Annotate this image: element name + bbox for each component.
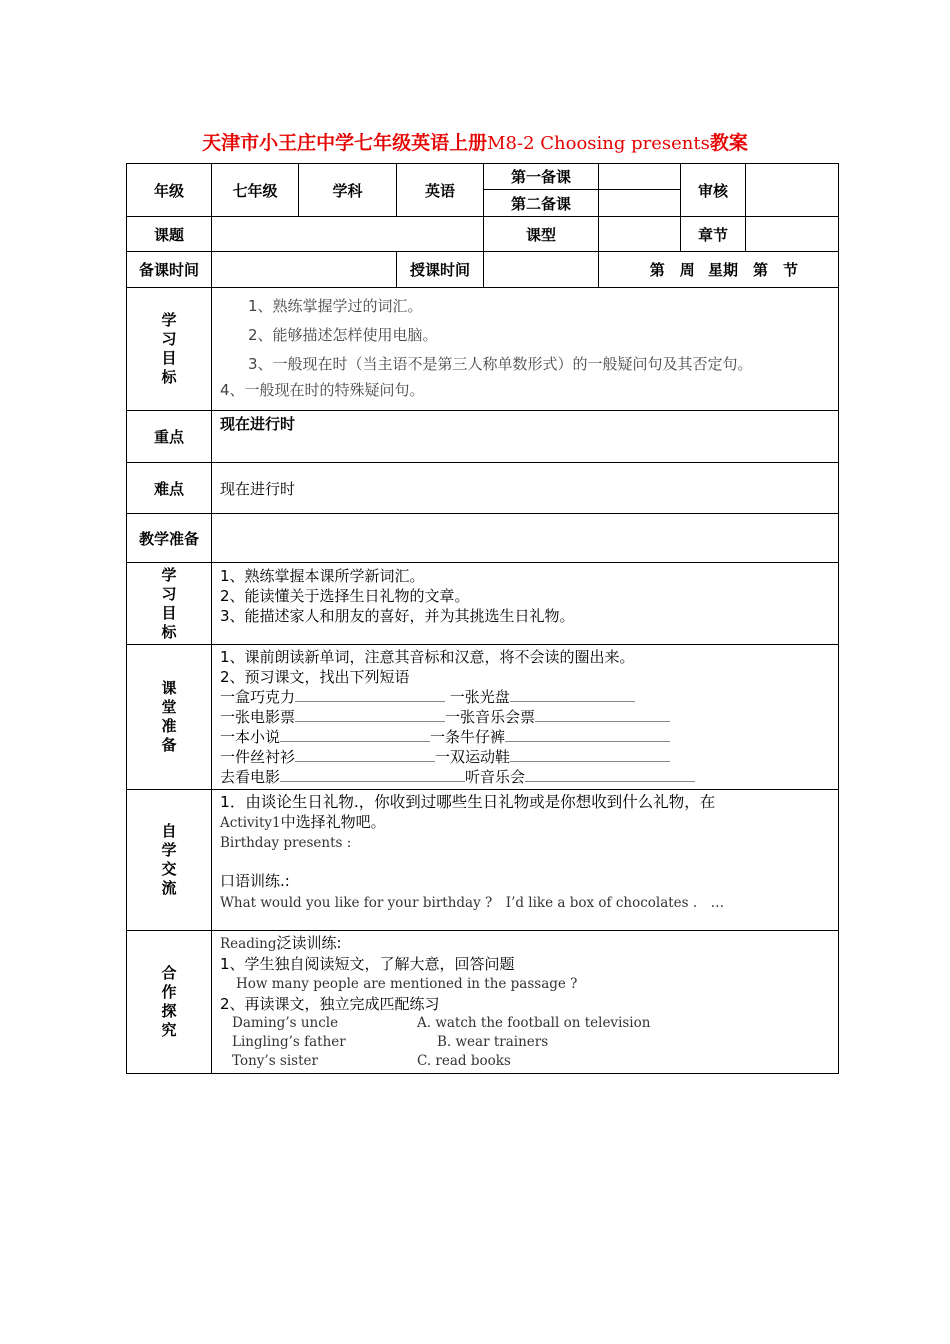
- phrase: 一张光盘: [449, 688, 510, 706]
- phrase: 一条牛仔裤: [430, 728, 506, 746]
- objective-item: 3、一般现在时（当主语不是第三人称单数形式）的一般疑问句及其否定句。: [248, 355, 753, 373]
- schedule: 第 周 星期 第 节: [599, 252, 839, 288]
- prep-instruction: 2、预习课文，找出下列短语: [220, 668, 410, 686]
- phrase: 一盒巧克力: [220, 688, 296, 706]
- match-activity: B. wear trainers: [437, 1034, 549, 1050]
- label-char: 标: [161, 622, 177, 641]
- lesson-plan-table: [126, 163, 839, 1074]
- objective-item: 1、熟练掌握本课所学新词汇。: [220, 567, 425, 585]
- cooperation-content: [212, 931, 839, 1074]
- coop-line: How many people are mentioned in the passage ?: [236, 976, 578, 992]
- prep-instruction: 1、课前朗读新单词，注意其音标和汉意，将不会读的圈出来。: [220, 648, 635, 666]
- label-char: 堂: [161, 698, 177, 716]
- phrase: 一张电影票: [220, 708, 296, 726]
- coop-line: 2、再读课文，独立完成匹配练习: [220, 995, 440, 1013]
- grade-label: 年级: [127, 164, 212, 217]
- study-text: 中选择礼物吧。: [280, 813, 386, 831]
- difficulty-label: 难点: [127, 463, 212, 514]
- objective-item: 3、能描述家人和朋友的喜好，并为其挑选生日礼物。: [220, 607, 575, 625]
- title-prefix: 天津市小王庄中学七年级英语上册: [202, 132, 488, 154]
- preparation-value: [212, 514, 839, 563]
- label-char: 学: [161, 311, 177, 329]
- label-char: 流: [161, 879, 177, 897]
- document-title: [0, 128, 950, 155]
- match-person: Daming’s uncle: [232, 1015, 339, 1031]
- phrase: 去看电影: [220, 768, 281, 786]
- coop-line: [220, 933, 830, 954]
- phrase: 一件丝衬衫: [220, 748, 296, 766]
- type-value: [599, 217, 681, 252]
- label-char: 探: [161, 1002, 177, 1020]
- study-line: 1．由谈论生日礼物.，你收到过哪些生日礼物或是你想收到什么礼物，在: [220, 793, 716, 811]
- phrase: 一张音乐会票: [445, 708, 536, 726]
- objective-item: 4、一般现在时的特殊疑问句。: [220, 381, 425, 399]
- prep2-value: [599, 190, 681, 217]
- chapter-label: 章节: [681, 217, 746, 252]
- self-study-content: [212, 790, 839, 931]
- label-char: 目: [161, 603, 177, 622]
- title-suffix: 教案: [709, 132, 748, 154]
- phrase: 听音乐会: [465, 768, 526, 786]
- objectives-top-label: [127, 288, 212, 411]
- label-char: 标: [161, 368, 177, 386]
- phrase-row: [220, 687, 830, 707]
- label-char: 究: [161, 1021, 177, 1039]
- cooperation-label: [127, 931, 212, 1074]
- grade-value: 七年级: [212, 164, 299, 217]
- label-char: 学: [161, 841, 177, 859]
- label-char: 习: [161, 330, 177, 348]
- prep1-value: [599, 164, 681, 190]
- label-char: 课: [161, 679, 177, 697]
- match-row: [220, 1052, 830, 1071]
- study-line: 口语训练.:: [220, 872, 290, 890]
- class-prep-label: [127, 645, 212, 790]
- self-study-label: [127, 790, 212, 931]
- phrase: 一本小说: [220, 728, 281, 746]
- prep1-label: 第一备课: [484, 164, 599, 190]
- chapter-value: [746, 217, 839, 252]
- review-label: 审核: [681, 164, 746, 217]
- match-activity: C. read books: [417, 1053, 511, 1069]
- subject-value: 英语: [397, 164, 484, 217]
- label-char: 作: [161, 983, 177, 1001]
- phrase-row: [220, 747, 830, 767]
- objective-item: 2、能够描述怎样使用电脑。: [248, 326, 438, 344]
- label-char: 合: [161, 964, 177, 982]
- match-person: Tony’s sister: [232, 1053, 318, 1069]
- teach-time-value: [484, 252, 599, 288]
- title-code: M8-2 Choosing presents: [487, 133, 710, 154]
- reading-en: Reading: [220, 936, 277, 952]
- study-line: What would you like for your birthday ? I’d like a box of chocolates . …: [220, 895, 725, 911]
- study-line: [220, 812, 830, 833]
- label-char: 备: [161, 736, 177, 754]
- activity-ref: Activity1: [220, 815, 281, 831]
- objectives-top-content: [212, 288, 839, 411]
- type-label: 课型: [484, 217, 599, 252]
- prep2-label: 第二备课: [484, 190, 599, 217]
- class-prep-content: [212, 645, 839, 790]
- key-point-value: 现在进行时: [212, 411, 839, 463]
- coop-line: 1、学生独自阅读短文，了解大意，回答问题: [220, 955, 515, 973]
- topic-label: 课题: [127, 217, 212, 252]
- topic-value: [212, 217, 484, 252]
- objective-item: 2、能读懂关于选择生日礼物的文章。: [220, 587, 470, 605]
- phrase-row: [220, 707, 830, 727]
- label-char: 习: [161, 584, 177, 603]
- label-char: 准: [161, 717, 177, 735]
- phrase-row: [220, 767, 830, 787]
- reading-cn: 泛读训练:: [276, 934, 342, 952]
- prep-time-label: 备课时间: [127, 252, 212, 288]
- objectives-content: [212, 563, 839, 645]
- match-activity: A. watch the football on television: [417, 1015, 651, 1031]
- preparation-label: 教学准备: [127, 514, 212, 563]
- match-row: [220, 1014, 830, 1033]
- objectives-label: [127, 563, 212, 645]
- label-char: 目: [161, 349, 177, 367]
- objective-item: 1、熟练掌握学过的词汇。: [248, 297, 423, 315]
- teach-time-label: 授课时间: [397, 252, 484, 288]
- match-row: [220, 1033, 830, 1052]
- review-value: [746, 164, 839, 217]
- study-line: Birthday presents :: [220, 835, 352, 851]
- key-point-label: 重点: [127, 411, 212, 463]
- subject-label: 学科: [299, 164, 397, 217]
- phrase-row: [220, 727, 830, 747]
- label-char: 交: [161, 860, 177, 878]
- phrase: 一双运动鞋: [435, 748, 511, 766]
- label-char: 自: [161, 822, 177, 840]
- prep-time-value: [212, 252, 397, 288]
- match-person: Lingling’s father: [232, 1034, 346, 1050]
- difficulty-value: 现在进行时: [212, 463, 839, 514]
- label-char: 学: [161, 565, 177, 584]
